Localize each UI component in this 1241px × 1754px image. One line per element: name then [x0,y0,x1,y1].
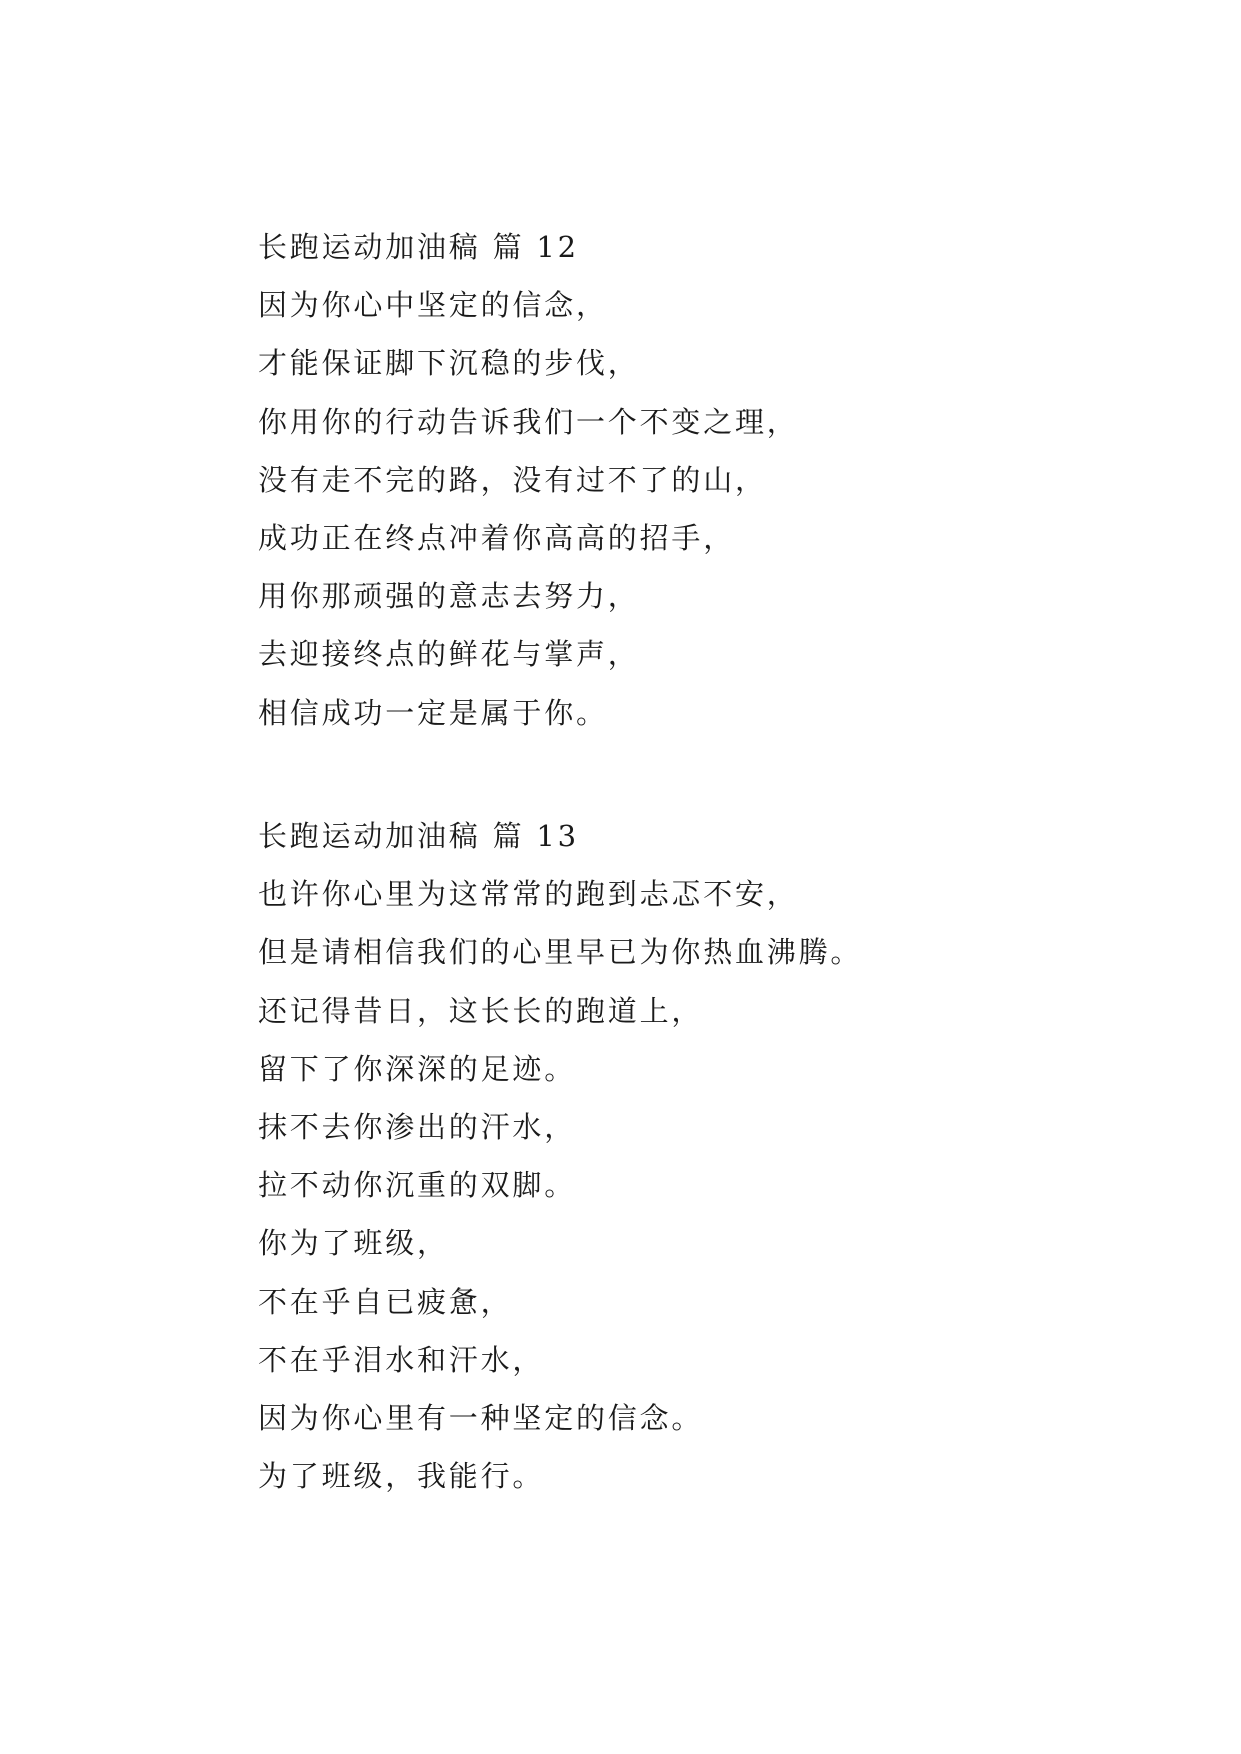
text-line: 因为你心中坚定的信念， [258,288,608,323]
section-title: 长跑运动加油稿 篇 13 [258,819,579,853]
text-line: 因为你心里有一种坚定的信念。 [258,1400,704,1435]
section-title: 长跑运动加油稿 篇 12 [258,230,579,264]
text-line: 留下了你深深的足迹。 [258,1051,577,1086]
text-line: 才能保证脚下沉稳的步伐， [258,346,640,381]
text-line: 成功正在终点冲着你高高的招手， [258,520,736,555]
text-line: 也许你心里为这常常的跑到忐忑不安， [258,877,799,912]
section-12 [258,218,1158,742]
text-line: 为了班级，我能行。 [258,1459,545,1494]
text-line: 但是请相信我们的心里早已为你热血沸腾。 [258,935,863,970]
text-line: 用你那顽强的意志去努力， [258,579,640,614]
section-13 [258,807,1158,1505]
text-line: 你用你的行动告诉我们一个不变之理， [258,404,799,439]
text-line: 还记得昔日，这长长的跑道上， [258,993,704,1028]
text-line: 去迎接终点的鲜花与掌声， [258,637,640,672]
text-line: 相信成功一定是属于你。 [258,695,608,730]
text-line: 没有走不完的路，没有过不了的山， [258,462,767,497]
text-line: 不在乎泪水和汗水， [258,1342,545,1377]
text-line: 抹不去你渗出的汗水， [258,1109,577,1144]
text-line: 你为了班级， [258,1226,449,1261]
text-line: 不在乎自已疲惫， [258,1284,513,1319]
text-line: 拉不动你沉重的双脚。 [258,1168,577,1203]
